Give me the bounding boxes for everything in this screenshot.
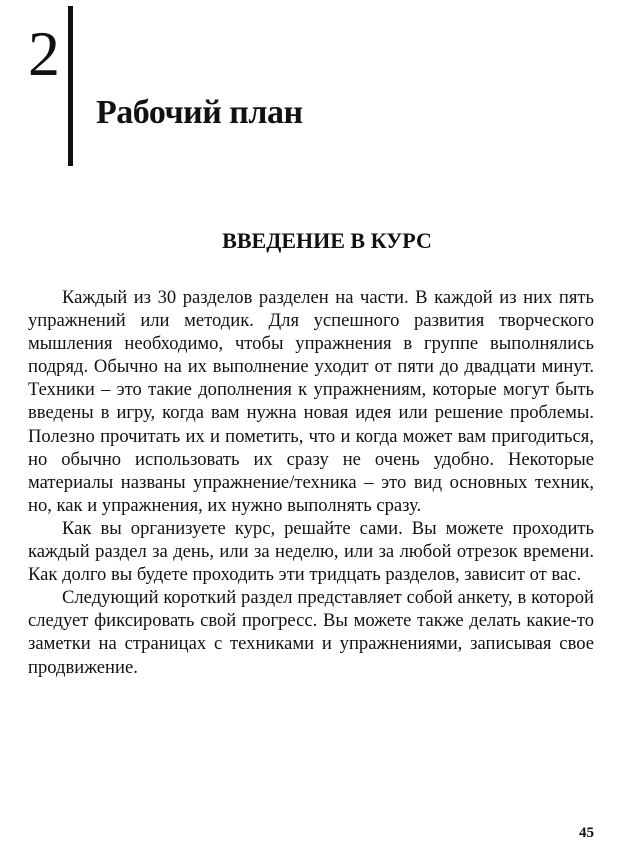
body-text bbox=[28, 286, 594, 679]
chapter-number: 2 bbox=[28, 18, 60, 89]
paragraph-1: Каждый из 30 разделов разделен на части. В каждой из них пять упражнений или методик. Для успешного развития творческого мышления необходимо, чтобы упражнения в группе выполнялись подряд. Обычно на их выполнение уходит от пяти до двадцати минут. Техники – это такие дополнения к упражнениям, которые могут быть введены в игру, когда вам нужна новая идея или решение проблемы. Полезно прочитать их и пометить, что и когда может вам пригодиться, но обычно использовать их сразу не очень удобно. Некоторые материалы названы упражнение/техника – это вид основных техник, но, как и упражнения, их нужно выполнять сразу. bbox=[28, 287, 594, 516]
paragraph-3: Следующий короткий раздел представляет собой анкету, в которой следует фиксировать свой прогресс. Вы можете также делать какие-то заметки на страницах с техниками и упражнениями, записывая свое продвижение. bbox=[28, 587, 594, 678]
paragraph-2: Как вы организуете курс, решайте сами. Вы можете проходить каждый раздел за день, или за неделю, или за любой отрезок времени. Как долго вы будете проходить эти тридцать разделов, зависит от вас. bbox=[28, 517, 594, 586]
page-number: 45 bbox=[579, 825, 594, 841]
chapter-title: Рабочий план bbox=[96, 94, 303, 131]
chapter-divider-rule bbox=[68, 6, 73, 166]
section-heading: ВВЕДЕНИЕ В КУРС bbox=[222, 228, 432, 253]
